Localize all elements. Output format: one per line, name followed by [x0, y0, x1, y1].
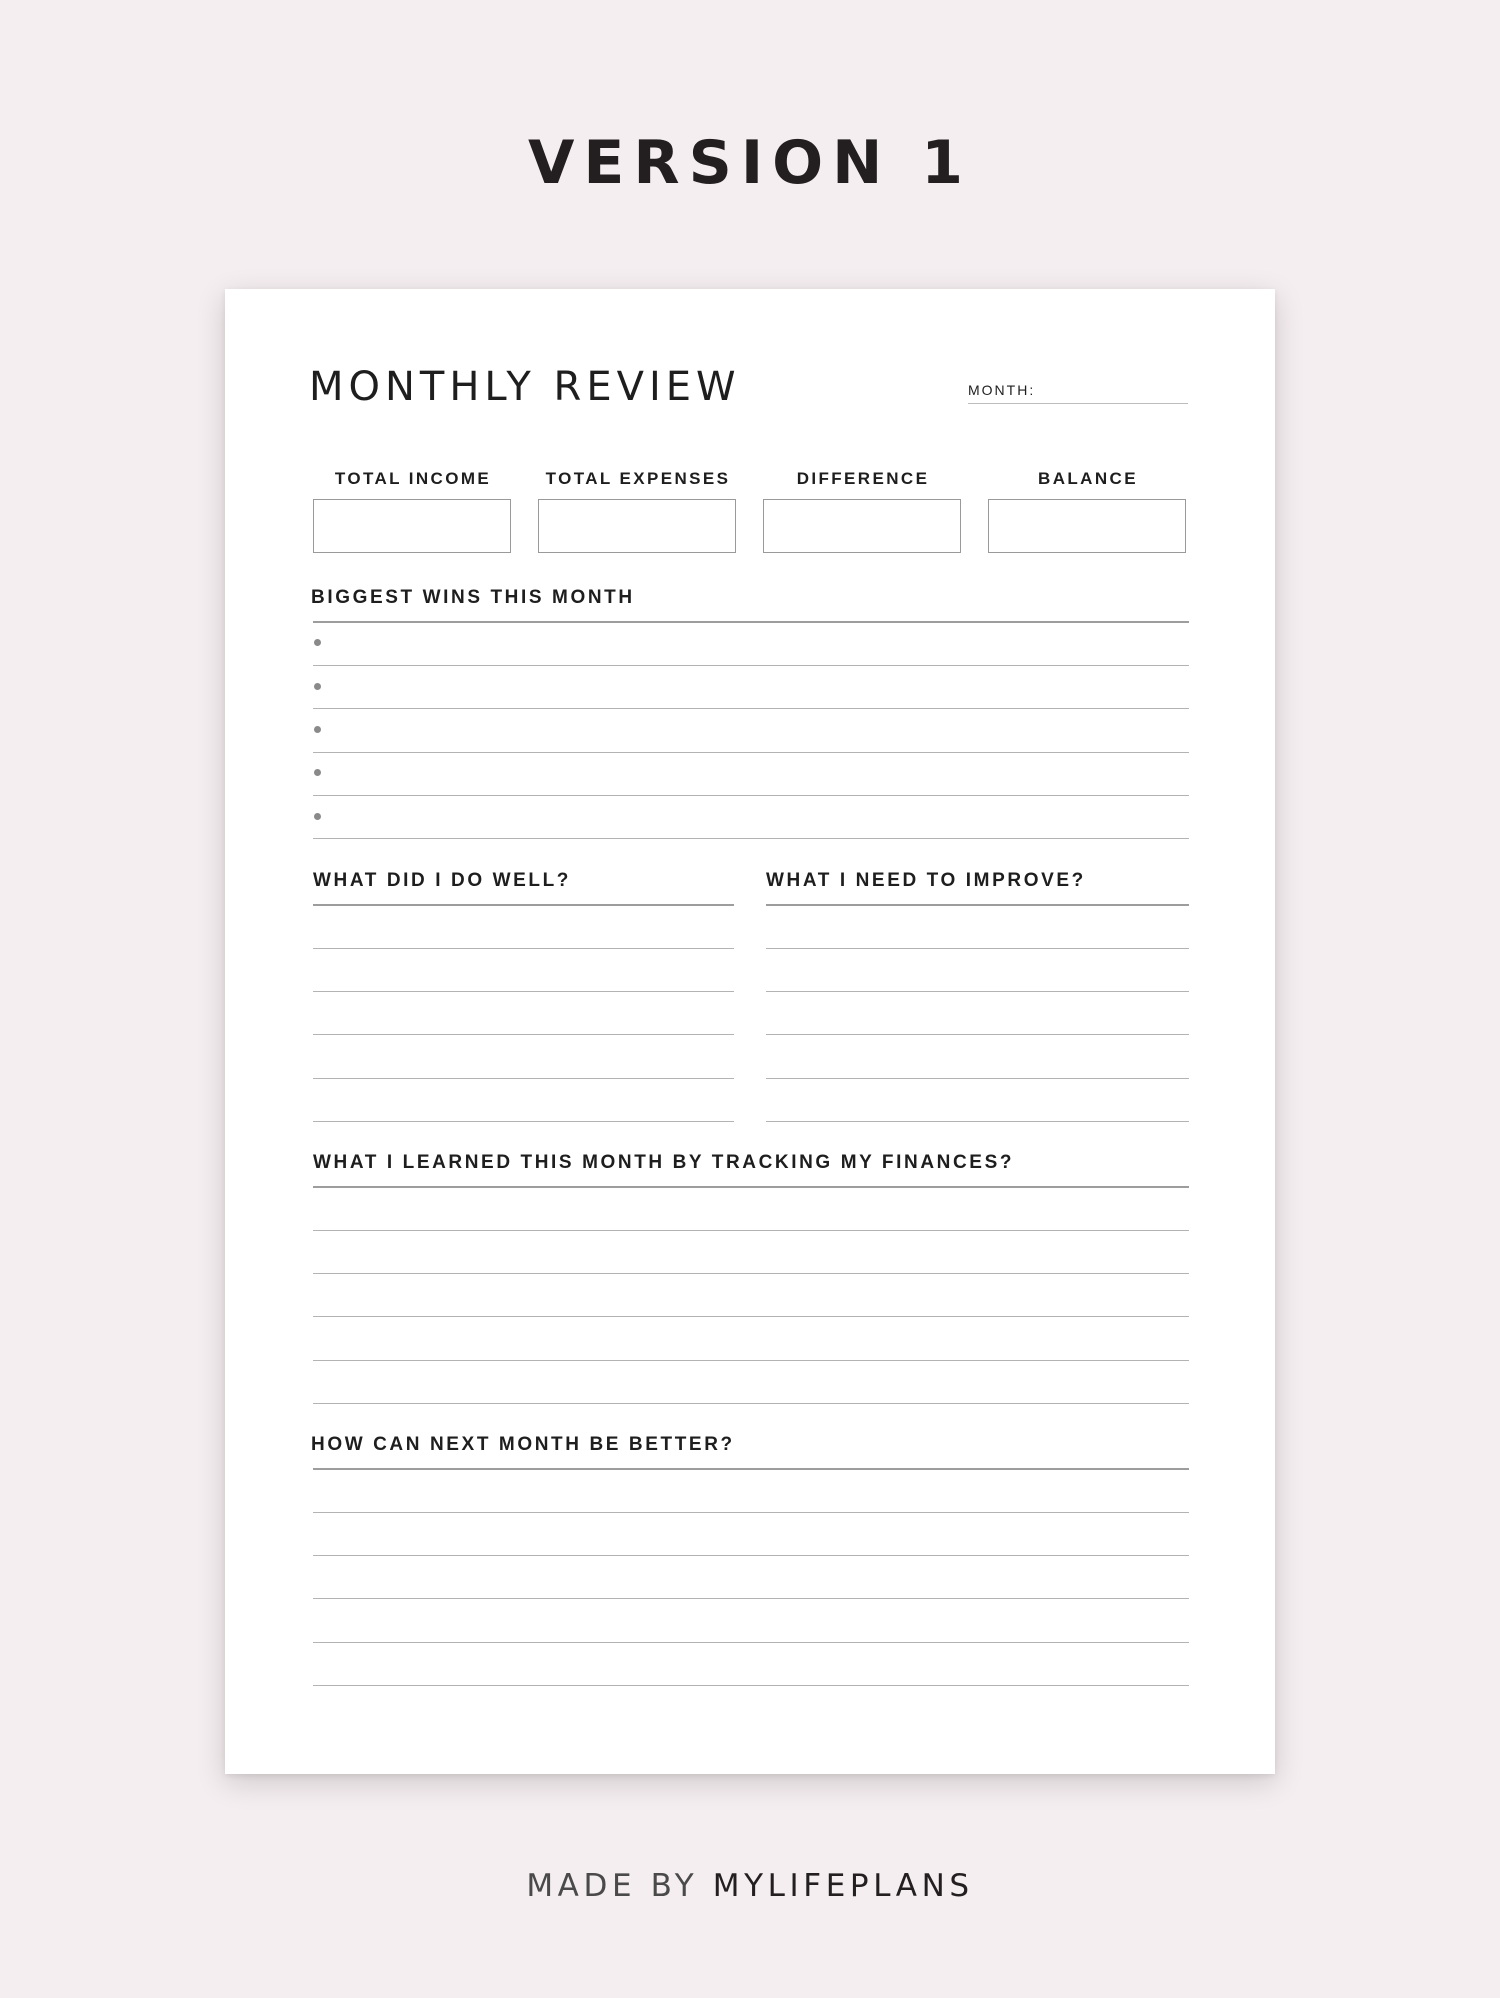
- total-expenses-label: TOTAL EXPENSES: [545, 469, 731, 488]
- writing-line: [766, 991, 1189, 992]
- bullet-icon: [314, 726, 321, 733]
- bullet-icon: [314, 683, 321, 690]
- improve-line[interactable]: [766, 1004, 1189, 1034]
- biggest-wins-line[interactable]: [313, 678, 1189, 708]
- did-well-line[interactable]: [313, 917, 734, 947]
- learned-heading: WHAT I LEARNED THIS MONTH BY TRACKING MY FINANCES?: [313, 1152, 1015, 1173]
- month-field[interactable]: [968, 381, 1188, 404]
- writing-line: [313, 752, 1189, 753]
- improve-line[interactable]: [766, 917, 1189, 947]
- learned-line[interactable]: [313, 1199, 1189, 1229]
- writing-line: [313, 1512, 1189, 1513]
- did-well-line[interactable]: [313, 1004, 734, 1034]
- writing-line: [313, 1360, 1189, 1361]
- writing-line: [313, 665, 1189, 666]
- writing-line: [313, 1598, 1189, 1599]
- learned-line[interactable]: [313, 1329, 1189, 1359]
- version-heading: VERSION 1: [527, 128, 973, 198]
- difference-label: DIFFERENCE: [796, 469, 930, 488]
- next-month-heading: HOW CAN NEXT MONTH BE BETTER?: [311, 1434, 735, 1455]
- writing-line: [313, 1034, 734, 1035]
- improve-heading: WHAT I NEED TO IMPROVE?: [766, 870, 1086, 891]
- writing-line: [313, 708, 1189, 709]
- did-well-heading-rule: [313, 904, 734, 906]
- writing-line: [313, 1121, 734, 1122]
- bullet-icon: [314, 639, 321, 646]
- improve-line[interactable]: [766, 1047, 1189, 1077]
- writing-line: [313, 1230, 1189, 1231]
- writing-line: [313, 1642, 1189, 1643]
- total-income-label: TOTAL INCOME: [334, 469, 492, 488]
- biggest-wins-line[interactable]: [313, 634, 1189, 664]
- total-income-box[interactable]: [313, 499, 511, 553]
- credit-line: [0, 1866, 1500, 1906]
- learned-line[interactable]: [313, 1286, 1189, 1316]
- writing-line: [313, 1685, 1189, 1686]
- next-month-heading-rule: [313, 1468, 1189, 1470]
- biggest-wins-heading-rule: [313, 621, 1189, 623]
- writing-line: [313, 1403, 1189, 1404]
- next-month-line[interactable]: [313, 1568, 1189, 1598]
- balance-label: BALANCE: [1038, 469, 1138, 488]
- writing-line: [313, 1316, 1189, 1317]
- credit-prefix: MADE BY: [526, 1868, 699, 1904]
- month-label: MONTH:: [968, 382, 1036, 398]
- total-expenses-box[interactable]: [538, 499, 736, 553]
- biggest-wins-line[interactable]: [313, 721, 1189, 751]
- did-well-line[interactable]: [313, 961, 734, 991]
- improve-line[interactable]: [766, 961, 1189, 991]
- writing-line: [313, 838, 1189, 839]
- learned-heading-rule: [313, 1186, 1189, 1188]
- writing-line: [766, 1121, 1189, 1122]
- improve-line[interactable]: [766, 1091, 1189, 1121]
- learned-line[interactable]: [313, 1373, 1189, 1403]
- writing-line: [313, 1555, 1189, 1556]
- writing-line: [766, 1078, 1189, 1079]
- bullet-icon: [314, 769, 321, 776]
- planner-sheet: [225, 289, 1275, 1774]
- writing-line: [313, 795, 1189, 796]
- next-month-line[interactable]: [313, 1525, 1189, 1555]
- biggest-wins-line[interactable]: [313, 764, 1189, 794]
- did-well-line[interactable]: [313, 1047, 734, 1077]
- writing-line: [766, 948, 1189, 949]
- writing-line: [766, 1034, 1189, 1035]
- next-month-line[interactable]: [313, 1481, 1189, 1511]
- credit-brand: MYLIFEPLANS: [712, 1868, 974, 1904]
- difference-box[interactable]: [763, 499, 961, 553]
- writing-line: [313, 1273, 1189, 1274]
- improve-heading-rule: [766, 904, 1189, 906]
- bullet-icon: [314, 813, 321, 820]
- balance-box[interactable]: [988, 499, 1186, 553]
- biggest-wins-line[interactable]: [313, 808, 1189, 838]
- next-month-line[interactable]: [313, 1611, 1189, 1641]
- writing-line: [313, 991, 734, 992]
- did-well-heading: WHAT DID I DO WELL?: [313, 870, 572, 891]
- next-month-line[interactable]: [313, 1655, 1189, 1685]
- writing-line: [313, 948, 734, 949]
- did-well-line[interactable]: [313, 1091, 734, 1121]
- biggest-wins-heading: BIGGEST WINS THIS MONTH: [311, 587, 635, 608]
- planner-title: MONTHLY REVIEW: [309, 364, 741, 410]
- writing-line: [313, 1078, 734, 1079]
- learned-line[interactable]: [313, 1243, 1189, 1273]
